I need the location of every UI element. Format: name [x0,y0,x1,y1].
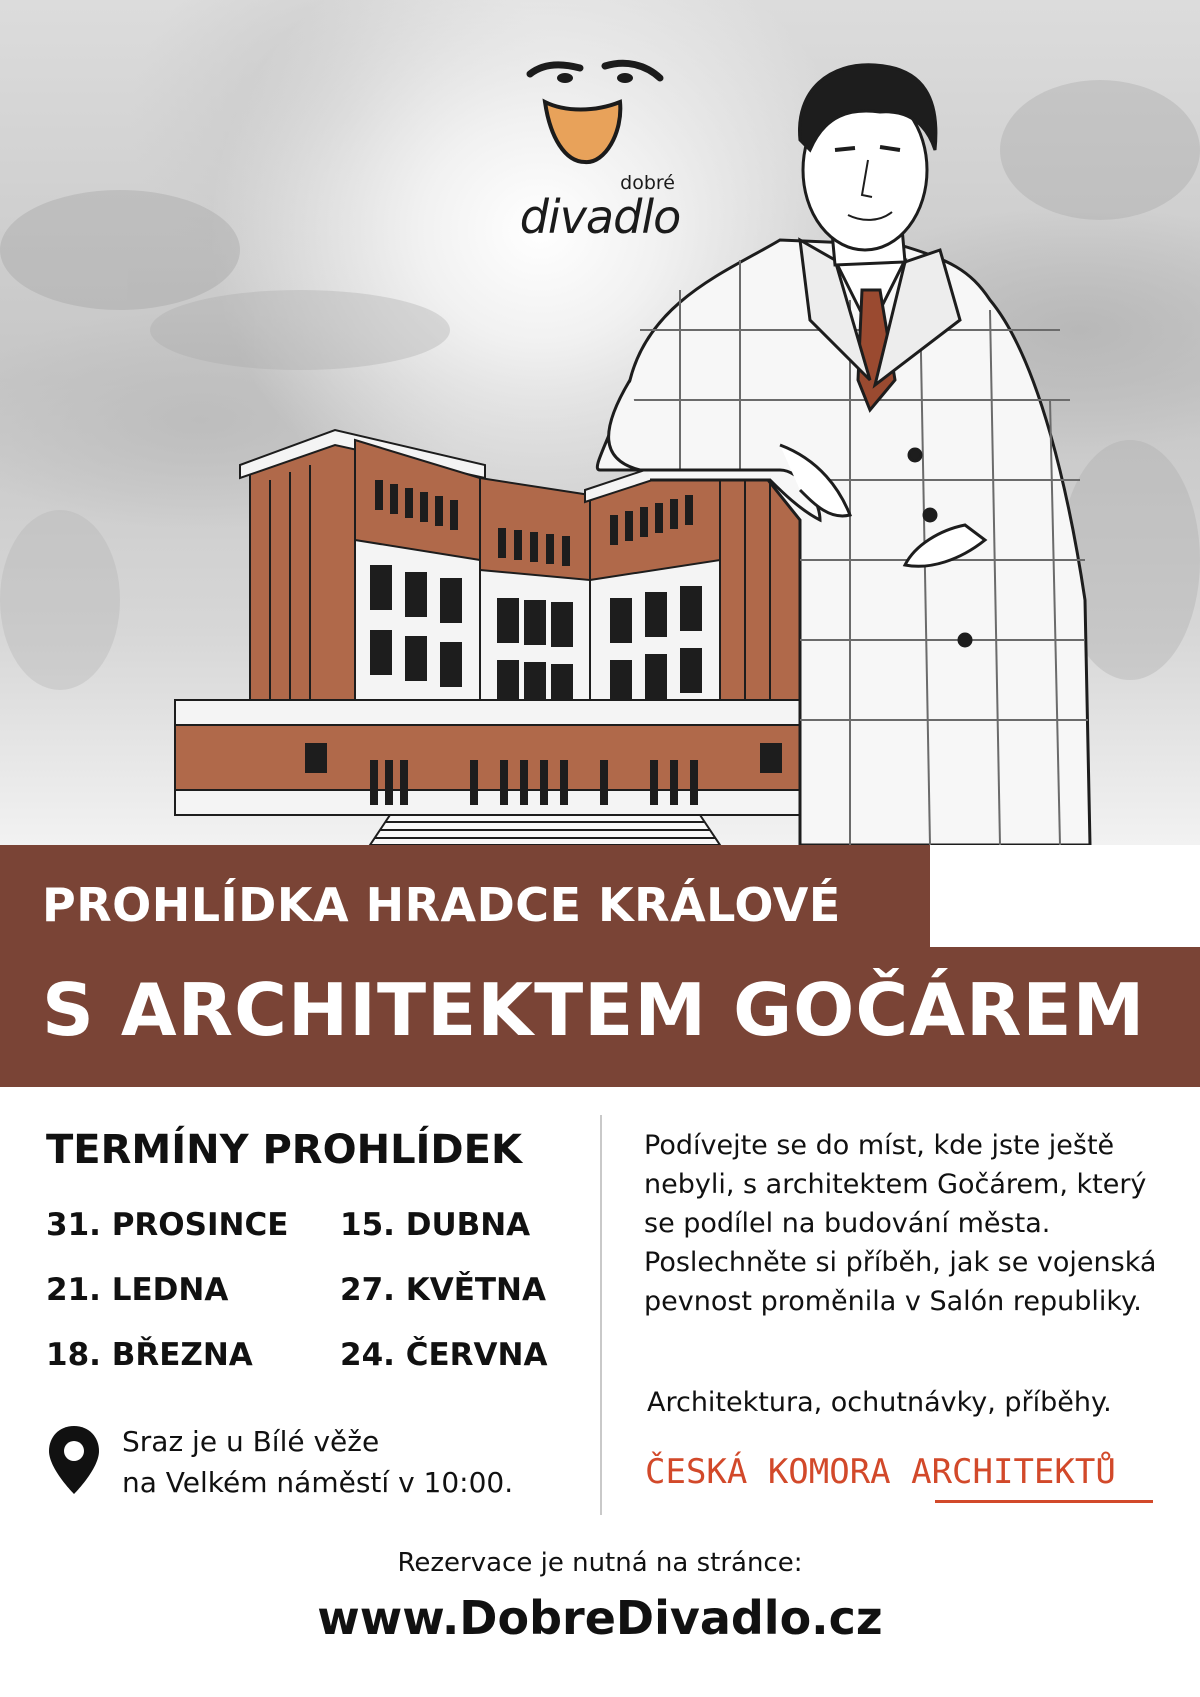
partner-logo-underline [935,1500,1153,1503]
date-item: 15. DUBNA [340,1207,531,1243]
dobre-divadlo-logo [505,52,685,242]
logo-face-icon [505,52,685,172]
title-line-2: S ARCHITEKTEM GOČÁREM [42,968,1146,1052]
hero-illustration [0,0,1200,845]
date-item: 18. BŘEZNA [46,1337,253,1373]
logo-big-text: divadlo [519,190,681,244]
meeting-line-1: Sraz je u Bílé věže [122,1425,380,1458]
date-item: 21. LEDNA [46,1272,229,1308]
title-line-1: PROHLÍDKA HRADCE KRÁLOVÉ [42,878,841,932]
description-text: Podívejte se do míst, kde jste ještě nebyli, s architektem Gočárem, který se podílel na budování města. Poslechněte si příběh, jak se vojenská pevnost proměnila v Salón republiky. [644,1130,1157,1317]
tagline: Architektura, ochutnávky, příběhy. [647,1387,1112,1418]
meeting-point [122,1421,513,1503]
partner-logo-text: ČESKÁ KOMORA ARCHITEKTŮ [645,1452,1116,1492]
date-item: 27. KVĚTNA [340,1272,546,1308]
schedule-heading: TERMÍNY PROHLÍDEK [46,1127,522,1173]
location-pin-icon [46,1424,102,1496]
meeting-line-2: na Velkém náměstí v 10:00. [122,1466,514,1499]
logo-small-text: dobré [620,172,675,194]
website-link[interactable]: www.DobreDivadlo.cz [317,1591,883,1645]
date-item: 31. PROSINCE [46,1207,289,1243]
date-item: 24. ČERVNA [340,1337,548,1373]
reservation-note: Rezervace je nutná na stránce: [397,1548,803,1578]
column-divider [600,1115,602,1515]
